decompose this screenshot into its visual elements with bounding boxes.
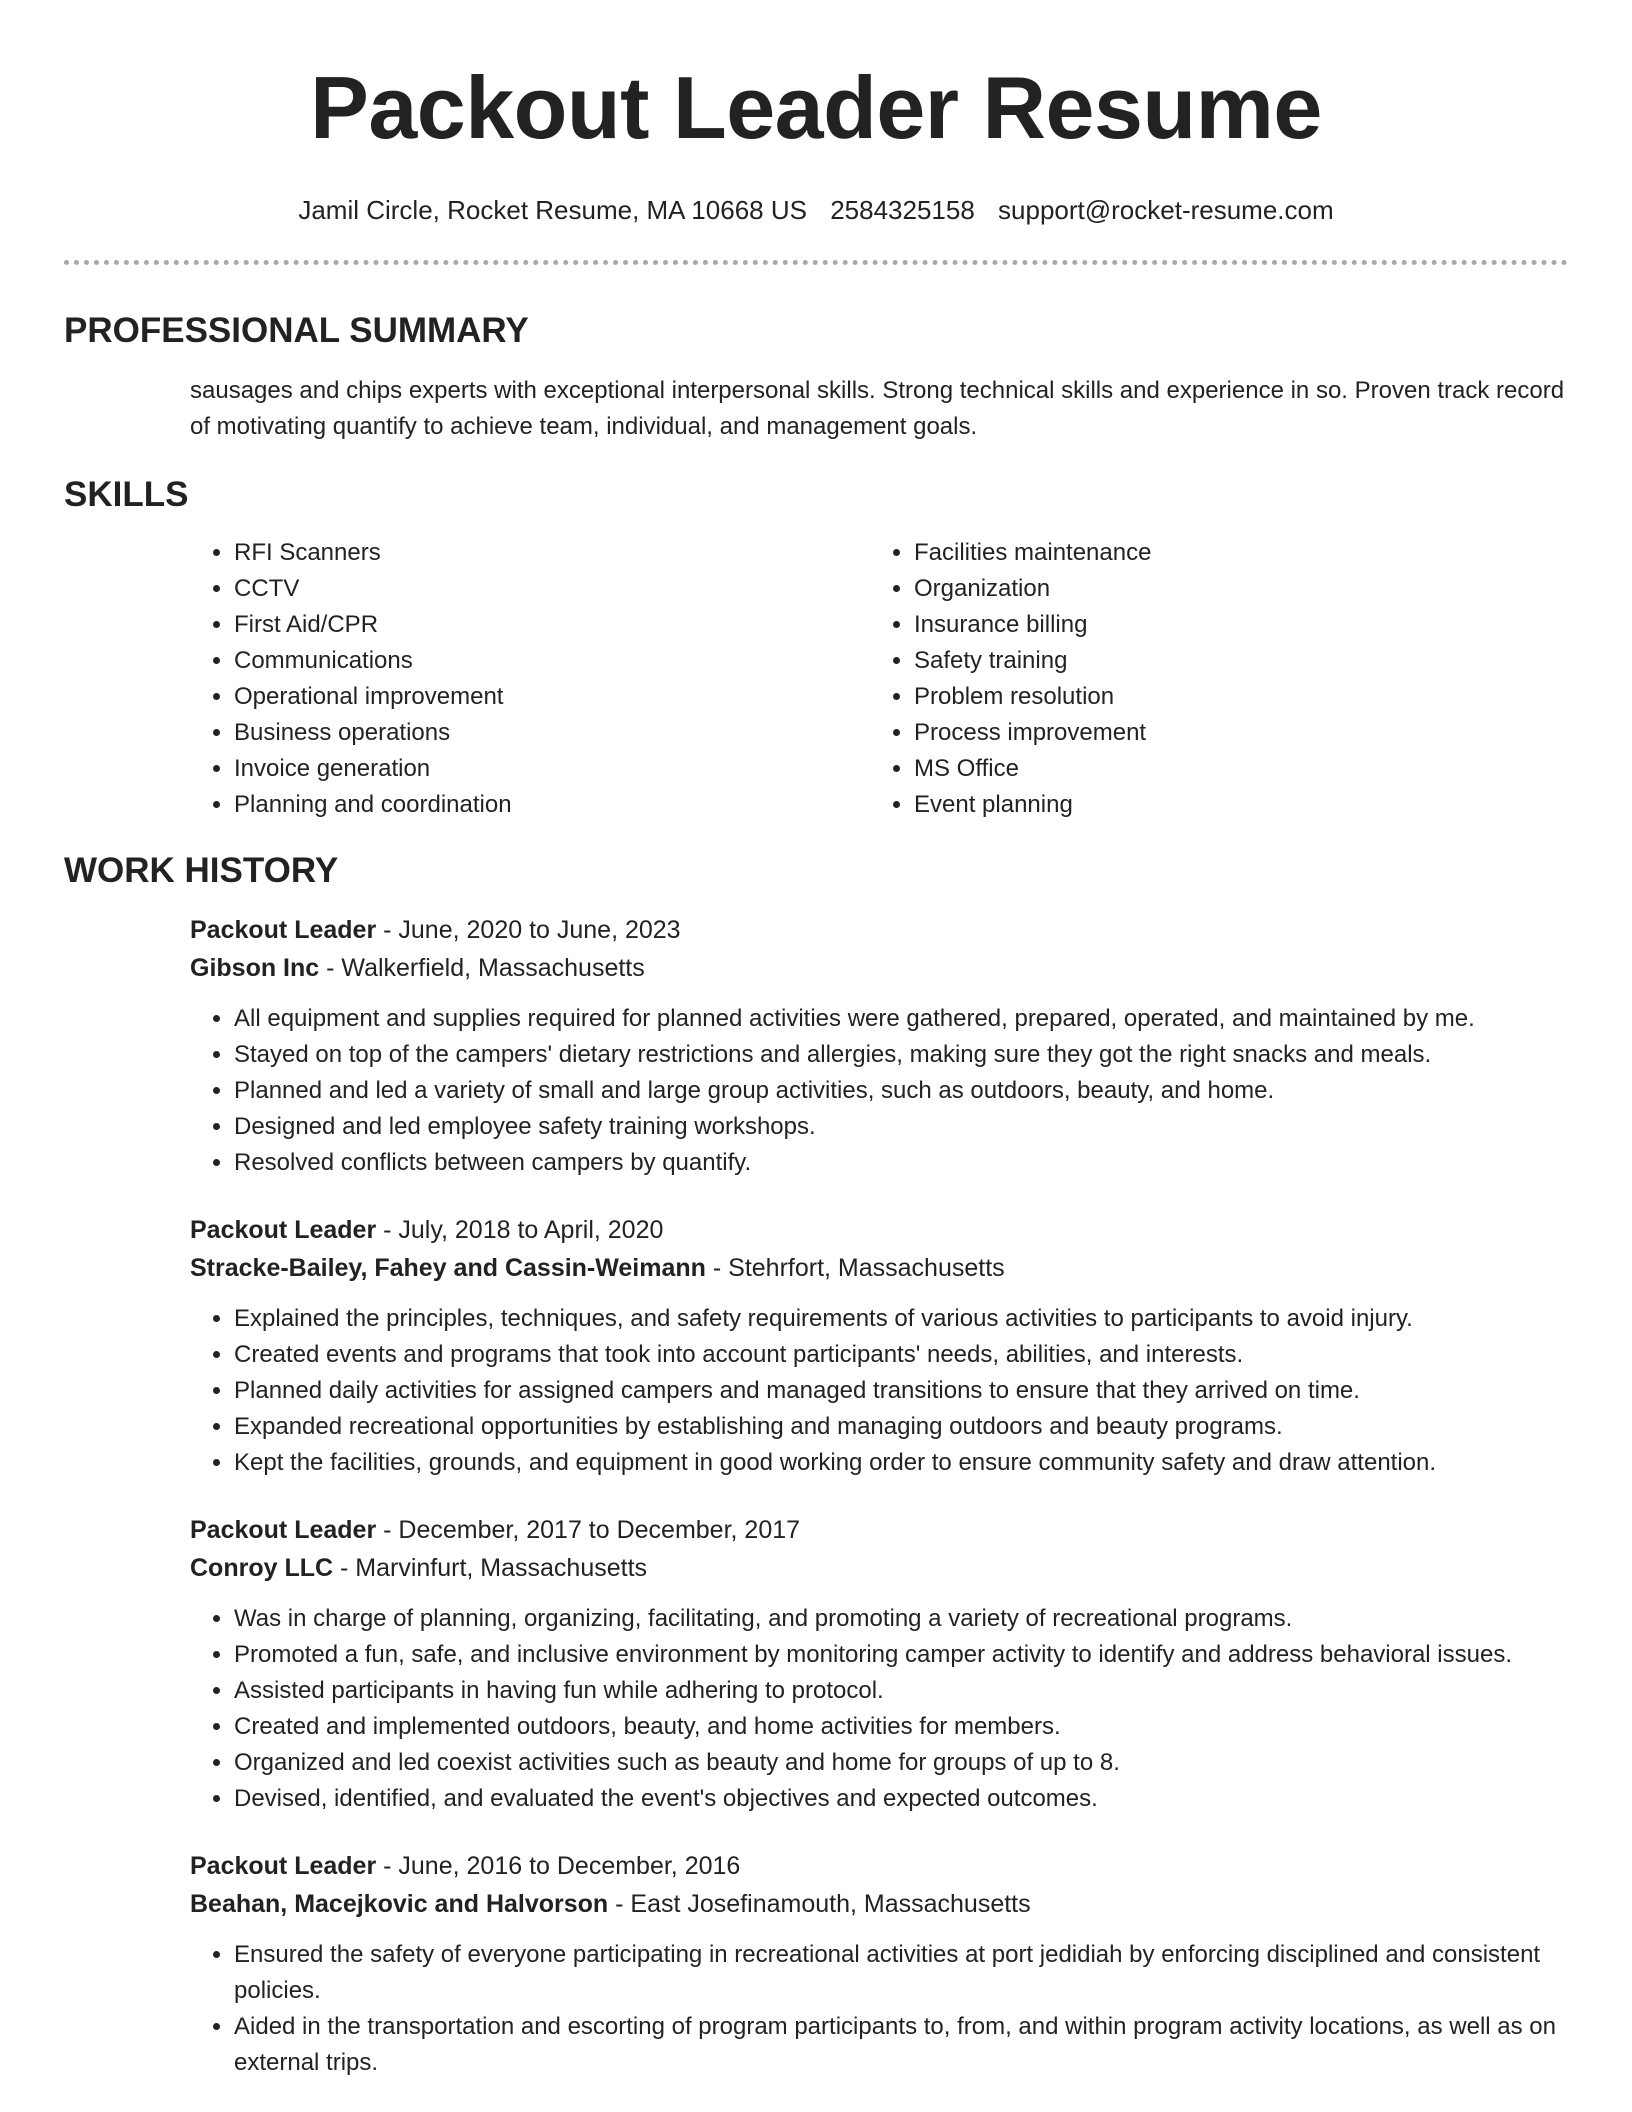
- job-role-line: [190, 1847, 1568, 1885]
- section-title-skills: SKILLS: [64, 475, 189, 514]
- contact-line: [64, 194, 1568, 226]
- section-title-work-history: WORK HISTORY: [64, 851, 339, 890]
- job-bullet: • Expanded recreational opportunities by establishing and managing outdoors and beauty programs.: [234, 1409, 1614, 1445]
- skill-item: • Communications: [234, 643, 870, 679]
- job-bullet: • Planned daily activities for assigned campers and managed transitions to ensure that they arrived on time.: [234, 1373, 1614, 1409]
- job-bullets: [190, 1601, 1614, 1817]
- job-role: Packout Leader: [190, 1516, 377, 1544]
- skill-item: • Safety training: [914, 643, 1554, 679]
- job-bullet: • Created and implemented outdoors, beauty, and home activities for members.: [234, 1709, 1614, 1745]
- job-location: - East Josefinamouth, Massachusetts: [608, 1890, 1031, 1918]
- job-dates: - June, 2020 to June, 2023: [376, 916, 681, 944]
- job-company: Beahan, Macejkovic and Halvorson: [190, 1890, 609, 1918]
- skill-item: • Event planning: [914, 787, 1554, 823]
- skill-item: • RFI Scanners: [234, 535, 870, 571]
- skill-item: • Organization: [914, 571, 1554, 607]
- work-history-list: [64, 911, 1568, 2081]
- job-bullet: • Designed and led employee safety training workshops.: [234, 1109, 1614, 1145]
- job-bullet: • Organized and led coexist activities such as beauty and home for groups of up to 8.: [234, 1745, 1614, 1781]
- job-role-line: [190, 1211, 1568, 1249]
- job-role: Packout Leader: [190, 916, 377, 944]
- job-bullet: • Was in charge of planning, organizing, facilitating, and promoting a variety of recreational programs.: [234, 1601, 1614, 1637]
- job-dates: - December, 2017 to December, 2017: [376, 1516, 801, 1544]
- job-bullet: • Devised, identified, and evaluated the event's objectives and expected outcomes.: [234, 1781, 1614, 1817]
- contact-address: Jamil Circle, Rocket Resume, MA 10668 US: [298, 195, 807, 225]
- job-bullets: [190, 1301, 1614, 1481]
- job-role: Packout Leader: [190, 1216, 377, 1244]
- contact-phone: 2584325158: [830, 195, 975, 225]
- job-bullet: • Created events and programs that took into account participants' needs, abilities, and interests.: [234, 1337, 1614, 1373]
- job-entry: [190, 1211, 1568, 1481]
- job-bullets: [190, 1001, 1614, 1181]
- job-role-line: [190, 1511, 1568, 1549]
- skill-item: • Operational improvement: [234, 679, 870, 715]
- job-location: - Stehrfort, Massachusetts: [705, 1254, 1005, 1282]
- skills-list: [190, 535, 1568, 823]
- job-bullet: • Promoted a fun, safe, and inclusive environment by monitoring camper activity to identify and address behavioral issues.: [234, 1637, 1614, 1673]
- job-location: - Walkerfield, Massachusetts: [319, 954, 645, 982]
- resume-title: Packout Leader Resume: [310, 58, 1322, 157]
- skill-item: • Problem resolution: [914, 679, 1554, 715]
- skills-column-right: [870, 535, 1554, 823]
- job-bullet: • Assisted participants in having fun while adhering to protocol.: [234, 1673, 1614, 1709]
- job-dates: - July, 2018 to April, 2020: [376, 1216, 664, 1244]
- skill-item: • First Aid/CPR: [234, 607, 870, 643]
- job-bullet: • Ensured the safety of everyone participating in recreational activities at port jedidiah by enforcing disciplined and consistent policies.: [234, 1937, 1614, 2009]
- job-bullet: • Planned and led a variety of small and large group activities, such as outdoors, beauty, and home.: [234, 1073, 1614, 1109]
- skill-item: • Business operations: [234, 715, 870, 751]
- job-company: Gibson Inc: [190, 954, 320, 982]
- job-bullet: • Kept the facilities, grounds, and equipment in good working order to ensure community safety and draw attention.: [234, 1445, 1614, 1481]
- skill-item: • Facilities maintenance: [914, 535, 1554, 571]
- header-divider: [64, 260, 1568, 265]
- job-company-line: [190, 1249, 1568, 1287]
- job-entry: [190, 1511, 1568, 1817]
- skill-item: • CCTV: [234, 571, 870, 607]
- skill-item: • Insurance billing: [914, 607, 1554, 643]
- skill-item: • Invoice generation: [234, 751, 870, 787]
- summary-text: sausages and chips experts with exceptional interpersonal skills. Strong technical skills and experience in so. Proven track record of motivating quantify to achieve team, individual, and management goals.: [190, 377, 1565, 440]
- skill-item: • MS Office: [914, 751, 1554, 787]
- skill-item: • Planning and coordination: [234, 787, 870, 823]
- job-role-line: [190, 911, 1568, 949]
- job-bullets: [190, 1937, 1614, 2081]
- job-bullet: • Aided in the transportation and escorting of program participants to, from, and within program activity locations, as well as on external trips.: [234, 2009, 1614, 2081]
- contact-email: support@rocket-resume.com: [998, 195, 1334, 225]
- job-role: Packout Leader: [190, 1852, 377, 1880]
- job-company-line: [190, 1885, 1568, 1923]
- job-dates: - June, 2016 to December, 2016: [376, 1852, 741, 1880]
- job-bullet: • Resolved conflicts between campers by quantify.: [234, 1145, 1614, 1181]
- job-bullet: • Stayed on top of the campers' dietary restrictions and allergies, making sure they got the right snacks and meals.: [234, 1037, 1614, 1073]
- job-entry: [190, 1847, 1568, 2081]
- job-company: Stracke-Bailey, Fahey and Cassin-Weimann: [190, 1254, 706, 1282]
- skill-item: • Process improvement: [914, 715, 1554, 751]
- section-title-summary: PROFESSIONAL SUMMARY: [64, 311, 529, 350]
- job-bullet: • All equipment and supplies required for planned activities were gathered, prepared, operated, and maintained by me.: [234, 1001, 1614, 1037]
- job-location: - Marvinfurt, Massachusetts: [333, 1554, 648, 1582]
- job-company: Conroy LLC: [190, 1554, 334, 1582]
- job-company-line: [190, 949, 1568, 987]
- job-company-line: [190, 1549, 1568, 1587]
- skills-column-left: [190, 535, 870, 823]
- job-bullet: • Explained the principles, techniques, and safety requirements of various activities to participants to avoid injury.: [234, 1301, 1614, 1337]
- job-entry: [190, 911, 1568, 1181]
